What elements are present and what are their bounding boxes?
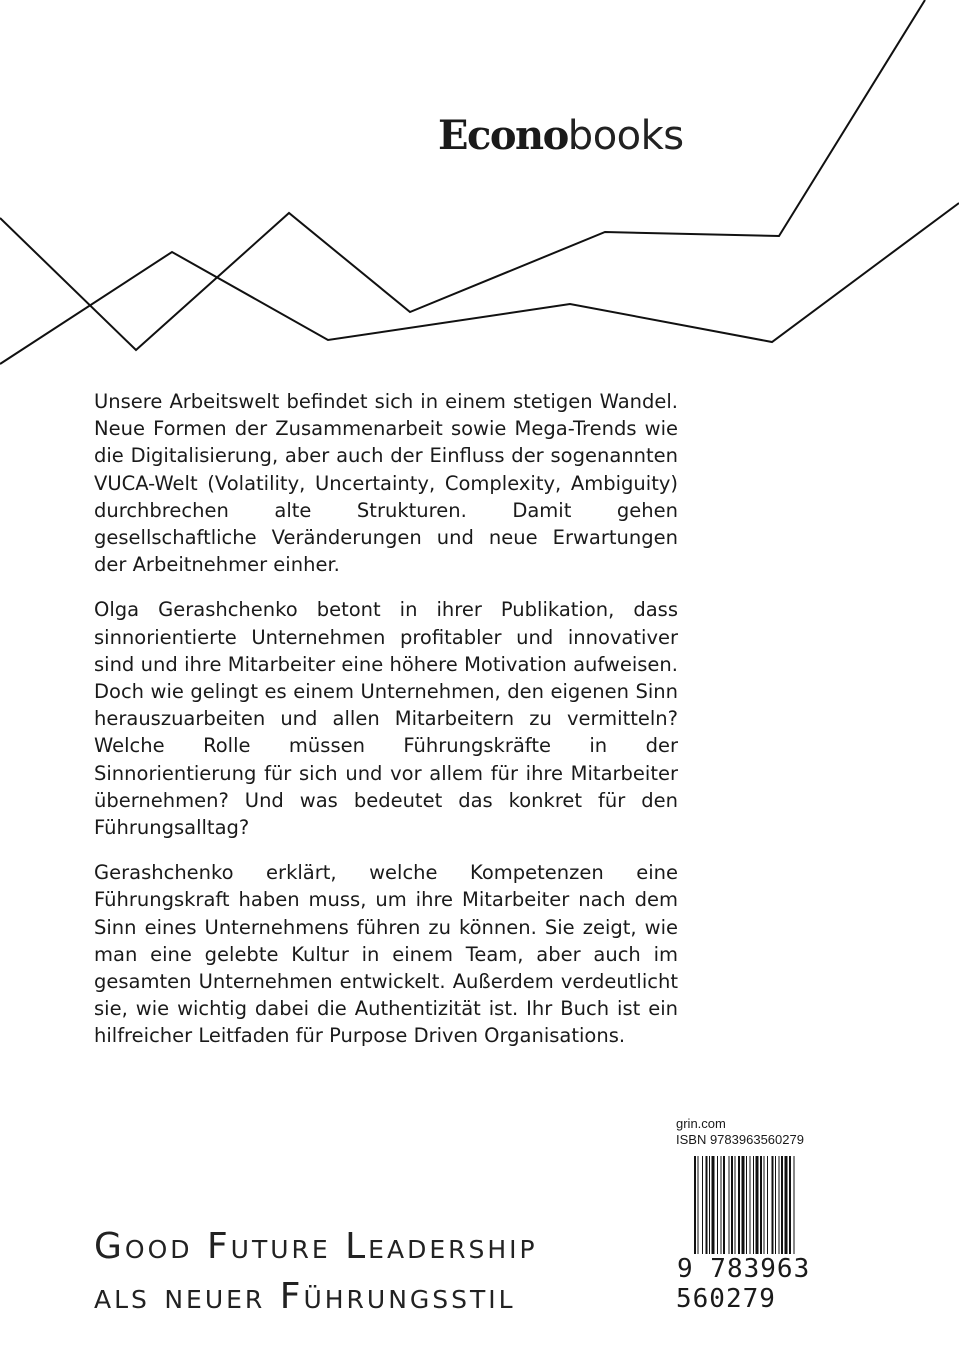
barcode-digits-text: 9 783963 560279: [676, 1254, 811, 1314]
isbn-label: ISBN 9783963560279: [676, 1132, 804, 1147]
series-title-line-1: Good Future Leadership: [94, 1226, 538, 1267]
publisher-website: grin.com: [676, 1116, 726, 1131]
back-cover-blurb: [94, 388, 678, 1068]
blurb-paragraph: Olga Gerashchenko betont in ihrer Publikation, dass sinnorientierte Unternehmen profitabler und innovativer sind und ihre Mitarbeiter eine höhere Motivation aufweisen. Doch wie gelingt es einem Unternehmen, den eigenen Sinn herauszuarbeiten und allen Mitarbeitern zu vermitteln? Welche Rolle müssen Führungskräfte in der Sinnorientierung für sich und vor allem für ihre Mitarbeiter übernehmen? Und was bedeutet das konkret für den Führungsalltag?: [94, 598, 678, 840]
decorative-line-graphic: [0, 0, 959, 380]
line-path-a: [0, 0, 925, 350]
publisher-logo: [438, 112, 684, 160]
barcode-digits: [676, 1254, 906, 1314]
blurb-paragraph: Gerashchenko erklärt, welche Kompetenzen eine Führungskraft haben muss, um ihre Mitarbeiter nach dem Sinn eines Unternehmens führen zu können. Sie zeigt, wie man eine gelebte Kultur in einem Team, aber auch im gesamten Unternehmen entwickelt. Außerdem verdeutlicht sie, wie wichtig dabei die Authentizität ist. Ihr Buch ist ein hilfreicher Leitfaden für Purpose Driven Organisations.: [94, 861, 678, 1048]
series-title-line-2: als neuer Führungsstil: [94, 1276, 516, 1317]
logo-light-part: books: [567, 113, 684, 159]
series-title: [94, 1222, 538, 1322]
blurb-paragraph: Unsere Arbeitswelt befindet sich in einem stetigen Wandel. Neue Formen der Zusammenarbeit sowie Mega-Trends wie die Digitalisierung, aber auch der Einfluss der sogenannten VUCA-Welt (Volatility, Uncertainty, Complexity, Ambiguity) durchbrechen alte Strukturen. Damit gehen gesellschaftliche Veränderungen und neue Erwartungen der Arbeitnehmer einher.: [94, 390, 678, 577]
logo-bold-part: Econo: [438, 112, 568, 159]
isbn-barcode-block: [676, 1116, 906, 1314]
